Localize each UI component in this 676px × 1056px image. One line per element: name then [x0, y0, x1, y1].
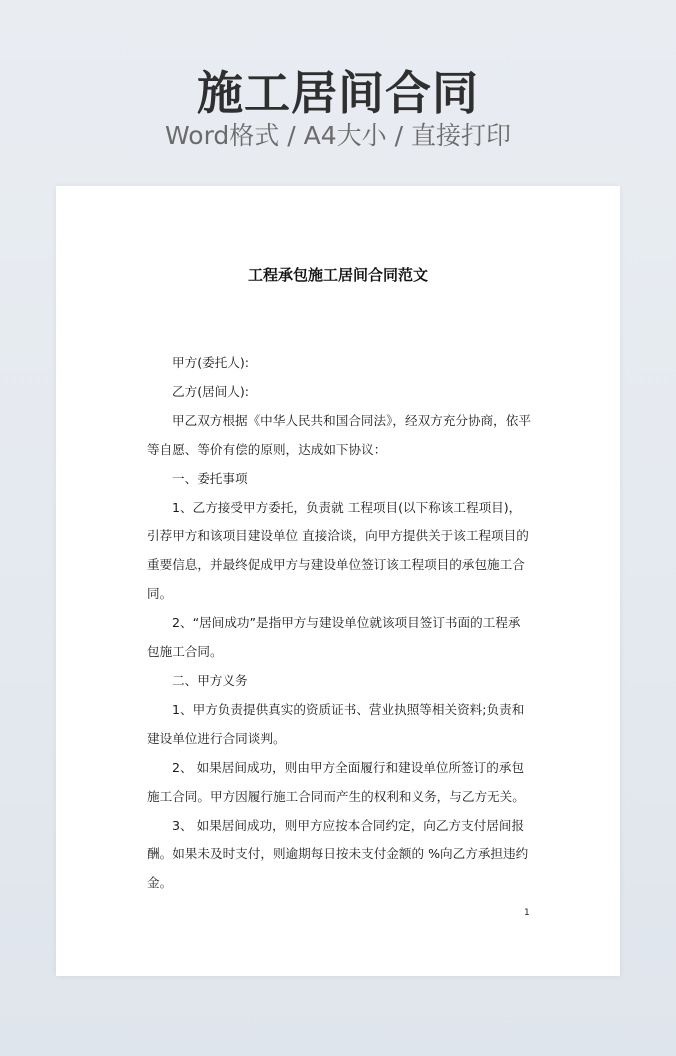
clause-paragraph: 3、 如果居间成功，则甲方应按本合同约定，向乙方支付居间报酬。如果未及时支付，则逾期每日按未支付金额的 %向乙方承担违约金。	[147, 817, 529, 891]
section-heading: 一、委托事项	[172, 470, 248, 486]
party-a-line: 甲方(委托人):	[172, 355, 250, 370]
page-number: 1	[524, 908, 530, 918]
document-title: 工程承包施工居间合同范文	[247, 266, 428, 284]
clause-paragraph: 1、甲方负责提供真实的资质证书、营业执照等相关资料;负责和建设单位进行合同谈判。	[147, 701, 525, 746]
clause-paragraph: 2、 如果居间成功，则由甲方全面履行和建设单位所签订的承包施工合同。甲方因履行施工合同而产生的权利和义务，与乙方无关。	[147, 759, 525, 804]
document-body	[147, 349, 531, 898]
section-heading: 二、甲方义务	[172, 672, 248, 688]
preamble-paragraph: 甲乙双方根据《中华人民共和国合同法》，经双方充分协商，依平等自愿、等价有偿的原则，达成如下协议：	[147, 412, 531, 457]
banner-subtitle: Word格式 / A4大小 / 直接打印	[165, 121, 511, 150]
banner-title: 施工居间合同	[197, 66, 479, 120]
clause-paragraph: 1、乙方接受甲方委托，负责就 工程项目(以下称该工程项目)，引荐甲方和该项目建设单位 直接洽谈，向甲方提供关于该工程项目的重要信息，并最终促成甲方与建设单位签订该工程项目的承包施工合同。	[147, 499, 529, 602]
document-page	[56, 186, 620, 976]
party-b-line: 乙方(居间人):	[172, 383, 250, 399]
clause-paragraph: 2、“居间成功”是指甲方与建设单位就该项目签订书面的工程承包施工合同。	[147, 615, 521, 660]
